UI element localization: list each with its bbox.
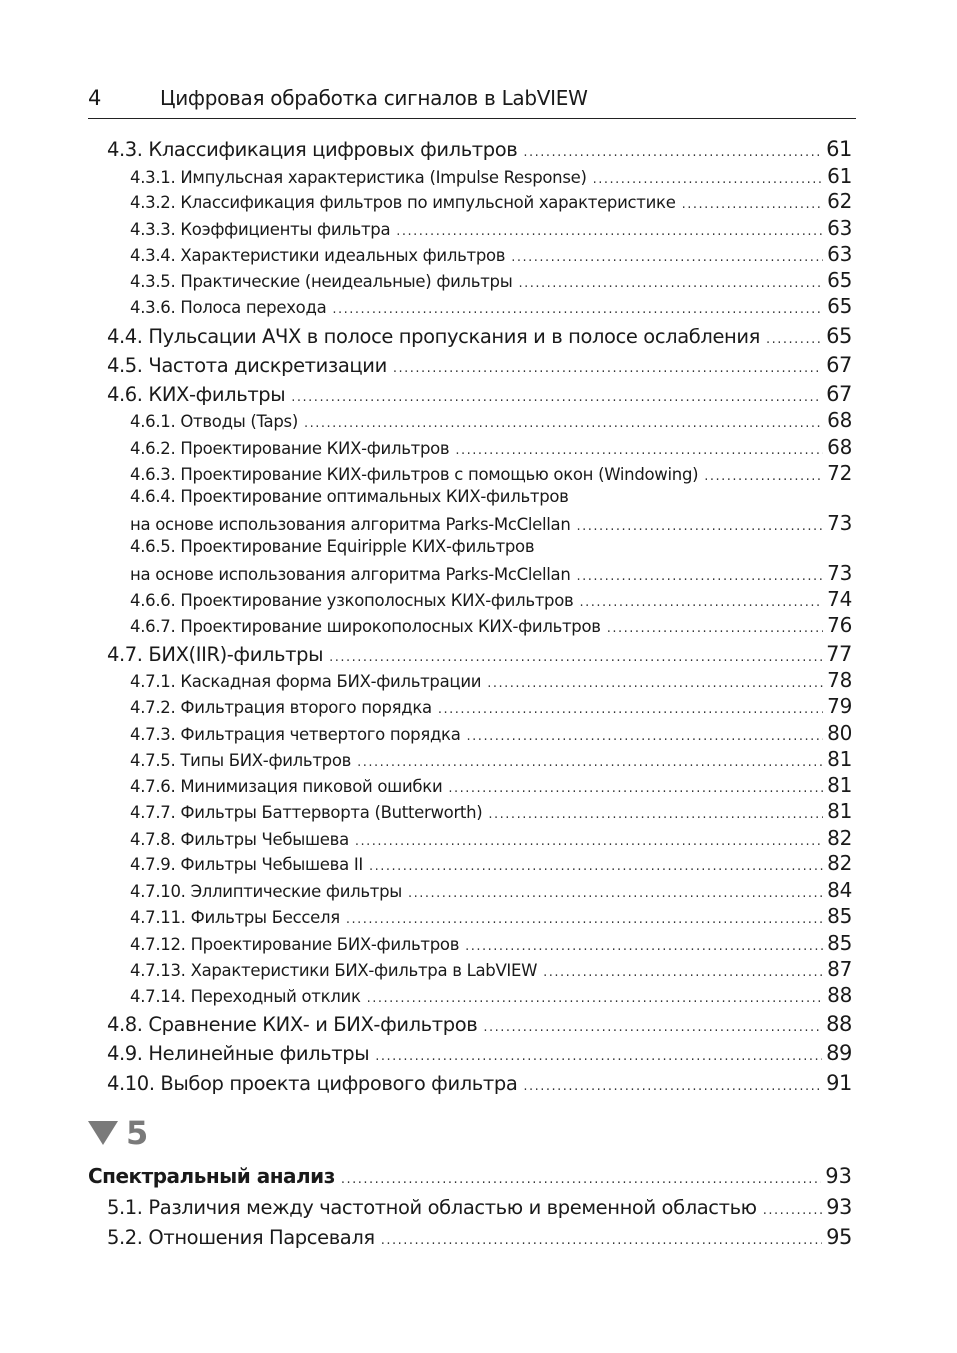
dot-leader [579, 595, 823, 610]
entry-title: 4.5. Частота дискретизации [107, 354, 387, 377]
toc-entry [130, 216, 852, 240]
toc-entry [130, 435, 852, 459]
toc-entry [130, 747, 852, 771]
entry-page-number: 93 [826, 1195, 852, 1219]
entry-page-number: 76 [827, 613, 852, 637]
entry-page-number: 68 [827, 435, 852, 459]
header-rule [88, 118, 856, 119]
dot-leader [682, 197, 824, 212]
entry-page-number: 82 [827, 851, 852, 875]
toc-entry [130, 268, 852, 292]
entry-page-number: 79 [827, 694, 852, 718]
toc-entry [107, 324, 852, 348]
entry-page-number: 61 [827, 164, 852, 188]
entry-title: 4.4. Пульсации АЧХ в полосе пропускания и в полосе ослабления [107, 325, 761, 348]
entry-title: 4.7.13. Характеристики БИХ-фильтра в LabVIEW [130, 961, 538, 980]
toc-entry [130, 904, 852, 928]
toc-entry [130, 461, 852, 485]
entry-page-number: 63 [827, 242, 852, 266]
dot-leader [467, 729, 824, 744]
chapter-number: 5 [126, 1114, 149, 1152]
dot-leader [367, 991, 824, 1006]
toc-entry [130, 487, 852, 506]
dot-leader [523, 145, 822, 160]
toc-entry [130, 537, 852, 556]
toc-entry [130, 851, 852, 875]
dot-leader [607, 621, 823, 636]
entry-title: 4.7.8. Фильтры Чебышева [130, 830, 349, 849]
entry-title: 4.3.1. Импульсная характеристика (Impulse Response) [130, 168, 587, 187]
toc-entry [130, 957, 852, 981]
entry-page-number: 65 [827, 294, 852, 318]
toc-entry [130, 511, 852, 535]
toc-entry [107, 1071, 852, 1095]
entry-title: 4.7.11. Фильтры Бесселя [130, 908, 340, 927]
entry-page-number: 89 [826, 1041, 852, 1065]
entry-title: 4.3.3. Коэффициенты фильтра [130, 220, 391, 239]
entry-page-number: 91 [826, 1071, 852, 1095]
toc-entry [130, 561, 852, 585]
entry-title: 4.7.10. Эллиптические фильтры [130, 882, 403, 901]
entry-page-number: 80 [827, 721, 852, 745]
dot-leader [408, 886, 823, 901]
entry-page-number: 65 [826, 324, 852, 348]
entry-title: 4.10. Выбор проекта цифрового фильтра [107, 1072, 518, 1095]
entry-page-number: 63 [827, 216, 852, 240]
entry-page-number: 81 [827, 747, 852, 771]
entry-page-number: 68 [827, 408, 852, 432]
toc-entry [130, 408, 852, 432]
dot-leader [543, 965, 823, 980]
entry-page-number: 88 [826, 1012, 852, 1036]
dot-leader [518, 276, 823, 291]
toc-entry [130, 826, 852, 850]
entry-title: 4.7.12. Проектирование БИХ-фильтров [130, 935, 460, 954]
entry-title: 4.3.5. Практические (неидеальные) фильтры [130, 272, 513, 291]
entry-title: 4.8. Сравнение КИХ- и БИХ-фильтров [107, 1013, 478, 1036]
entry-title: на основе использования алгоритма Parks-McClellan [130, 515, 571, 534]
dot-leader [523, 1079, 822, 1094]
toc-entry [107, 382, 852, 406]
entry-title: 4.6.6. Проектирование узкополосных КИХ-фильтров [130, 591, 574, 610]
entry-page-number: 61 [826, 137, 852, 161]
entry-title: 4.7.5. Типы БИХ-фильтров [130, 751, 352, 770]
toc-entry [130, 294, 852, 318]
entry-title: 4.3.6. Полоса перехода [130, 298, 327, 317]
entry-title: 4.3.4. Характеристики идеальных фильтров [130, 246, 506, 265]
entry-page-number: 88 [827, 983, 852, 1007]
entry-page-number: 67 [826, 353, 852, 377]
entry-title: 4.6.7. Проектирование широкополосных КИХ-фильтров [130, 617, 601, 636]
entry-page-number: 65 [827, 268, 852, 292]
toc-entry [130, 983, 852, 1007]
entry-page-number: 85 [827, 931, 852, 955]
chapter-marker [88, 1114, 148, 1152]
dot-leader [438, 702, 823, 717]
dot-leader [375, 1049, 822, 1064]
entry-page-number: 84 [827, 878, 852, 902]
toc-entry [130, 613, 852, 637]
dot-leader [488, 807, 823, 822]
toc-entry [107, 1012, 852, 1036]
entry-page-number: 73 [827, 511, 852, 535]
dot-leader [483, 1020, 822, 1035]
dot-leader [369, 859, 823, 874]
entry-title: на основе использования алгоритма Parks-McClellan [130, 565, 571, 584]
toc-entry [107, 1041, 852, 1065]
entry-title: 4.3. Классификация цифровых фильтров [107, 138, 518, 161]
entry-title: 4.3.2. Классификация фильтров по импульсной характеристике [130, 193, 676, 212]
entry-page-number: 81 [827, 773, 852, 797]
entry-title: 4.7.7. Фильтры Баттерворта (Butterworth) [130, 803, 483, 822]
entry-title: 5.2. Отношения Парсеваля [107, 1226, 375, 1249]
dot-leader [487, 676, 823, 691]
toc-entry [130, 164, 852, 188]
entry-title: 4.7.3. Фильтрация четвертого порядка [130, 725, 461, 744]
dot-leader [341, 1172, 821, 1187]
dot-leader [577, 519, 824, 534]
entry-title: 4.7.9. Фильтры Чебышева II [130, 855, 363, 874]
dot-leader [455, 443, 823, 458]
toc-entry [130, 587, 852, 611]
entry-title: 4.7.14. Переходный отклик [130, 987, 361, 1006]
dot-leader [465, 939, 823, 954]
toc-entry [130, 721, 852, 745]
entry-page-number: 87 [827, 957, 852, 981]
entry-page-number: 77 [826, 642, 852, 666]
toc-entry [107, 1195, 852, 1219]
dot-leader [511, 250, 823, 265]
dot-leader [291, 390, 822, 405]
entry-page-number: 62 [827, 189, 852, 213]
dot-leader [357, 755, 823, 770]
toc-entry [130, 694, 852, 718]
dot-leader [766, 332, 822, 347]
dot-leader [355, 834, 823, 849]
entry-page-number: 82 [827, 826, 852, 850]
entry-title: 4.6.2. Проектирование КИХ-фильтров [130, 439, 450, 458]
entry-page-number: 72 [827, 461, 852, 485]
entry-title: 4.6.1. Отводы (Taps) [130, 412, 298, 431]
entry-page-number: 81 [827, 799, 852, 823]
toc-entry [107, 642, 852, 666]
entry-title: 4.7.1. Каскадная форма БИХ-фильтрации [130, 672, 482, 691]
entry-title: 4.7.2. Фильтрация второго порядка [130, 698, 432, 717]
toc-entry [107, 1225, 852, 1249]
entry-title: 4.7.6. Минимизация пиковой ошибки [130, 777, 443, 796]
dot-leader [304, 416, 823, 431]
dot-leader [448, 781, 823, 796]
toc-chapter-entry [88, 1164, 852, 1188]
entry-title: 4.6.5. Проектирование Equiripple КИХ-фильтров [130, 537, 535, 556]
entry-title: 4.6.3. Проектирование КИХ-фильтров с помощью окон (Windowing) [130, 465, 699, 484]
toc-entry [130, 878, 852, 902]
dot-leader [329, 650, 822, 665]
entry-title: 4.6.4. Проектирование оптимальных КИХ-фильтров [130, 487, 569, 506]
entry-page-number: 95 [826, 1225, 852, 1249]
entry-page-number: 74 [827, 587, 852, 611]
dot-leader [577, 569, 824, 584]
toc-entry [130, 242, 852, 266]
toc-entry [130, 799, 852, 823]
running-title: Цифровая обработка сигналов в LabVIEW [160, 86, 588, 110]
toc-entry [107, 137, 852, 161]
toc-entry [130, 668, 852, 692]
entry-title: 4.6. КИХ-фильтры [107, 383, 286, 406]
page-number: 4 [88, 86, 102, 110]
dot-leader [381, 1233, 822, 1248]
dot-leader [346, 912, 823, 927]
entry-title: 4.7. БИХ(IIR)-фильтры [107, 643, 324, 666]
dot-leader [704, 469, 823, 484]
dot-leader [593, 172, 824, 187]
toc-entry [130, 773, 852, 797]
entry-page-number: 78 [827, 668, 852, 692]
toc-entry [130, 931, 852, 955]
dot-leader [396, 224, 823, 239]
entry-page-number: 93 [825, 1164, 852, 1188]
dot-leader [393, 361, 822, 376]
dot-leader [332, 302, 823, 317]
toc-entry [107, 353, 852, 377]
toc-entry [130, 189, 852, 213]
entry-page-number: 67 [826, 382, 852, 406]
entry-title: Спектральный анализ [88, 1164, 335, 1188]
entry-title: 5.1. Различия между частотной областью и временной областью [107, 1196, 757, 1219]
entry-page-number: 85 [827, 904, 852, 928]
triangle-down-icon [88, 1121, 118, 1145]
dot-leader [763, 1203, 822, 1218]
entry-title: 4.9. Нелинейные фильтры [107, 1042, 370, 1065]
entry-page-number: 73 [827, 561, 852, 585]
